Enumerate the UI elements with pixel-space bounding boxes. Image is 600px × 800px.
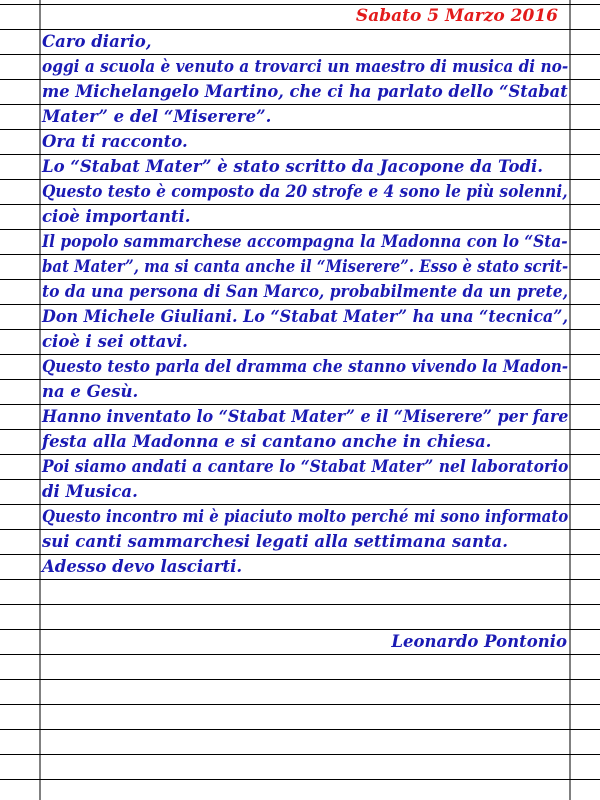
text-line-content: Mater” e del “Miserere”.: [42, 107, 272, 126]
text-line: [40, 504, 570, 529]
text-line: [40, 304, 570, 329]
text-line: [40, 204, 570, 229]
text-line-content: Poi siamo andati a cantare lo “Stabat Mater” nel laboratorio: [42, 457, 569, 476]
text-line: [40, 329, 570, 354]
text-line: [40, 179, 570, 204]
text-line-content: di Musica.: [42, 482, 138, 501]
text-line: [40, 404, 570, 429]
signature: Leonardo Pontonio: [391, 632, 567, 651]
text-line-content: cioè importanti.: [42, 207, 191, 226]
text-line-content: Ora ti racconto.: [42, 132, 188, 151]
text-line: [40, 429, 570, 454]
text-line: [40, 29, 570, 54]
text-line-content: Don Michele Giuliani. Lo “Stabat Mater” ha una “tecnica”,: [42, 307, 569, 326]
text-line: [40, 454, 570, 479]
text-line-content: cioè i sei ottavi.: [42, 332, 188, 351]
text-line-content: Caro diario,: [42, 32, 152, 51]
text-line-content: Adesso devo lasciarti.: [42, 557, 243, 576]
entry-date: Sabato 5 Marzo 2016: [355, 6, 558, 26]
text-line-content: bat Mater”, ma si canta anche il “Miserere”. Esso è stato scrit-: [42, 257, 569, 276]
text-line: [40, 554, 570, 579]
text-line-content: Hanno inventato lo “Stabat Mater” e il “Miserere” per fare: [42, 407, 569, 426]
text-line-content: festa alla Madonna e si cantano anche in chiesa.: [42, 432, 492, 451]
text-line-content: Questo testo parla del dramma che stanno vivendo la Madon-: [42, 357, 569, 376]
text-line: [40, 154, 570, 179]
text-line-content: Questo incontro mi è piaciuto molto perché mi sono informato: [42, 507, 569, 526]
text-line: [40, 279, 570, 304]
text-line: [40, 104, 570, 129]
text-line: [40, 229, 570, 254]
text-line: [40, 379, 570, 404]
text-line: [40, 254, 570, 279]
text-line: [40, 79, 570, 104]
text-line-content: sui canti sammarchesi legati alla settimana santa.: [42, 532, 508, 551]
text-line-content: oggi a scuola è venuto a trovarci un maestro di musica di no-: [42, 57, 569, 76]
text-line-content: Questo testo è composto da 20 strofe e 4 sono le più solenni,: [42, 182, 568, 201]
text-line-content: na e Gesù.: [42, 382, 139, 401]
text-line-content: to da una persona di San Marco, probabilmente da un prete,: [42, 282, 568, 301]
text-line: [40, 54, 570, 79]
text-line: [40, 479, 570, 504]
text-line-content: Lo “Stabat Mater” è stato scritto da Jacopone da Todi.: [42, 157, 543, 176]
text-line: [40, 129, 570, 154]
text-line-content: me Michelangelo Martino, che ci ha parlato dello “Stabat: [42, 82, 568, 101]
text-line: [40, 529, 570, 554]
text-line: [40, 354, 570, 379]
text-line-content: Il popolo sammarchese accompagna la Madonna con lo “Sta-: [42, 232, 568, 251]
